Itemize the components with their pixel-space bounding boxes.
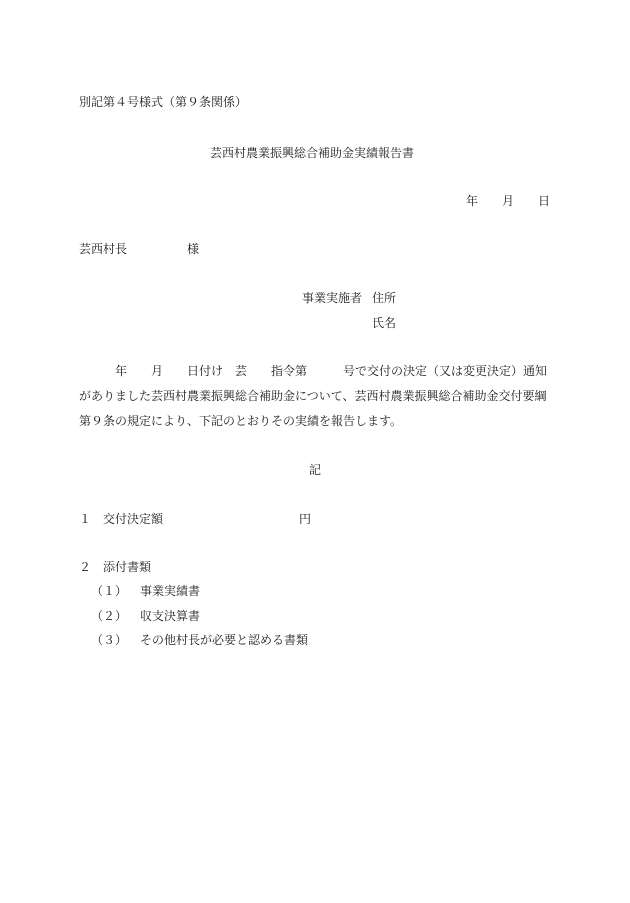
doc-label: 収支決算書 [140,609,201,623]
body-line: 年 月 日付け 芸 指令第 号で交付の決定（又は変更決定）通知 [79,364,548,378]
applicant-role: 事業実施者 [302,291,363,305]
item1-label: 交付決定額 [103,512,164,526]
body-line: 第９条の規定により、下記のとおりその実績を報告します。 [79,414,403,428]
name-label: 氏名 [372,316,397,330]
item1-number: １ [79,512,92,526]
address-label: 住所 [372,291,397,305]
doc-number: （１） [91,584,128,598]
addressee: 芸西村長 様 [79,242,200,256]
body-paragraph [79,359,551,434]
item2-label: 添付書類 [103,560,152,574]
doc-label: 事業実績書 [140,584,201,598]
form-label: 別記第４号様式（第９条関係） [79,95,248,109]
doc-label: その他村長が必要と認める書類 [140,633,309,647]
item1-unit: 円 [299,512,312,526]
doc-number: （２） [91,609,128,623]
document-title: 芸西村農業振興総合補助金実績報告書 [210,146,415,160]
date-line: 年 月 日 [465,194,550,208]
ki-heading: 記 [309,463,322,477]
item2-number: ２ [79,560,92,574]
doc-number: （３） [91,633,128,647]
body-line: がありました芸西村農業振興総合補助金について、芸西村農業振興総合補助金交付要綱 [79,389,547,403]
